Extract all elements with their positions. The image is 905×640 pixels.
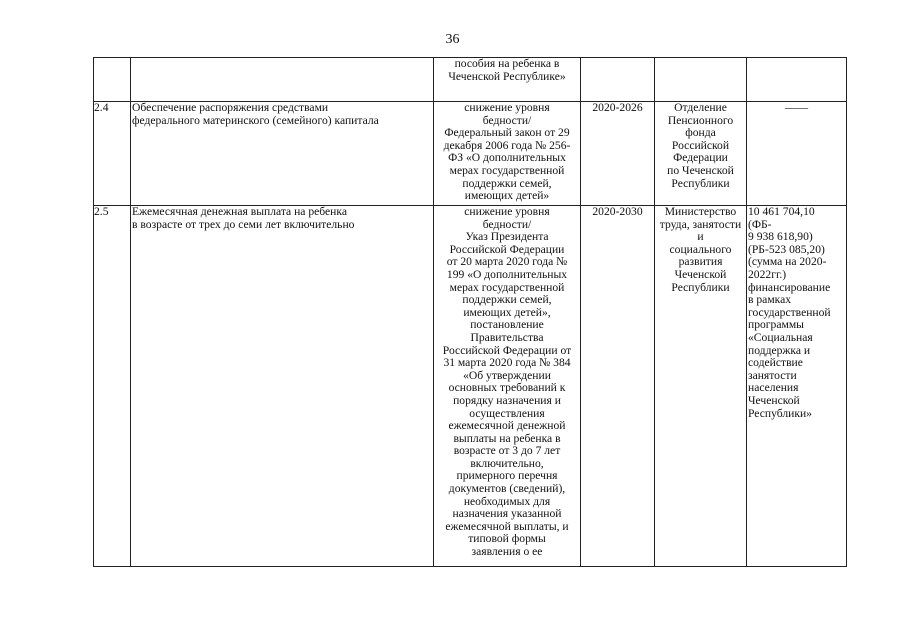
table-row bbox=[94, 206, 847, 567]
funding: 10 461 704,10 (ФБ- 9 938 618,90) (РБ-523 085,20) (сумма на 2020- 2022гг.) финансирование в рамках государственной программы «Социальная поддержка и содействие занятости населения Чеченской Республики» bbox=[748, 205, 831, 420]
goal-and-basis: снижение уровня бедности/ Указ Президента Российской Федерации от 20 марта 2020 года № 199 «О дополнительных мерах государственной поддержки семей, имеющих детей», постановление Правительства Российской Федерации от 31 марта 2020 года № 384 «Об утверждении основных требований к порядку назначения и осуществления ежемесячной денежной выплаты на ребенка в возрасте от 3 до 7 лет включительно, примерного перечня документов (сведений), необходимых для назначения указанной ежемесячной выплаты, и типовой формы заявления о ее bbox=[442, 205, 572, 559]
measures-table bbox=[93, 57, 847, 567]
table-row bbox=[94, 58, 847, 102]
executor: Министерство труда, занятости и социального развития Чеченской Республики bbox=[659, 205, 742, 294]
implementation-term: 2020-2026 bbox=[592, 101, 643, 114]
goal-and-basis: пособия на ребенка в Чеченской Республике» bbox=[448, 57, 566, 83]
implementation-term: 2020-2030 bbox=[592, 205, 643, 218]
funding-dash: —— bbox=[784, 101, 809, 114]
table-row bbox=[94, 102, 847, 206]
row-number: 2.5 bbox=[94, 205, 109, 218]
row-number: 2.4 bbox=[94, 101, 109, 114]
page-number: 36 bbox=[445, 32, 460, 47]
executor: Отделение Пенсионного фонда Российской Федерации по Чеченской Республики bbox=[667, 101, 734, 190]
goal-and-basis: снижение уровня бедности/ Федеральный закон от 29 декабря 2006 года № 256- ФЗ «О дополнительных мерах государственной поддержки семей, имеющих детей» bbox=[443, 101, 571, 203]
measure-name: Обеспечение распоряжения средствами федерального материнского (семейного) капитала bbox=[132, 101, 379, 127]
measure-name: Ежемесячная денежная выплата на ребенка в возрасте от трех до семи лет включительно bbox=[132, 205, 355, 231]
